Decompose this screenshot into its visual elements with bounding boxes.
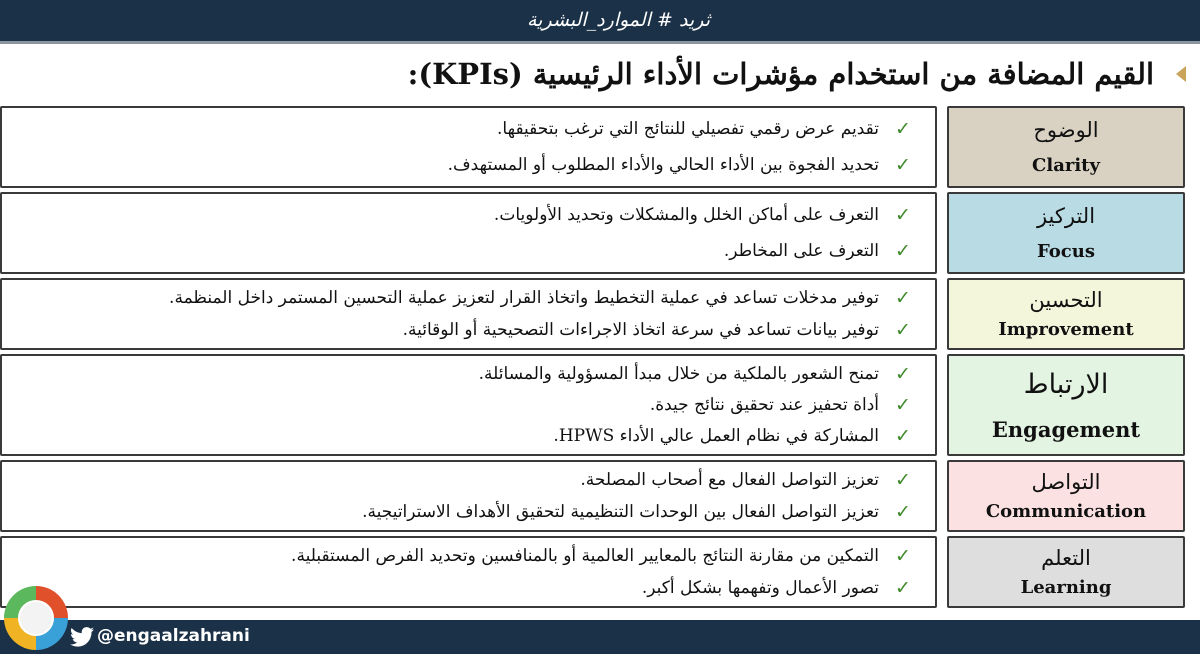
top-banner: [0, 0, 1200, 44]
list-item: [2, 113, 935, 145]
category-content: [0, 460, 937, 532]
category-arabic-label: التواصل: [1031, 469, 1101, 494]
kpi-section: [0, 278, 1185, 350]
list-item: [2, 464, 935, 496]
category-box: [947, 106, 1185, 188]
list-item: [2, 572, 935, 604]
list-item: [2, 540, 935, 572]
category-box: [947, 278, 1185, 350]
checkmark-icon: ✓: [895, 469, 911, 491]
category-english-label: Engagement: [991, 416, 1141, 442]
category-arabic-label: الوضوح: [1033, 118, 1099, 143]
item-text: تعزيز التواصل الفعال مع أصحاب المصلحة.: [580, 470, 879, 490]
category-box: [947, 354, 1185, 456]
category-arabic-label: التعلم: [1041, 545, 1091, 570]
item-text: تحديد الفجوة بين الأداء الحالي والأداء المطلوب أو المستهدف.: [447, 154, 879, 175]
hashtag-title[interactable]: ثريد # الموارد_البشرية: [526, 9, 710, 31]
item-text: تمنح الشعور بالملكية من خلال مبدأ المسؤولية والمسائلة.: [478, 363, 879, 384]
kpi-section: [0, 460, 1185, 532]
list-item: [2, 199, 935, 231]
kpi-section: [0, 536, 1185, 608]
category-box: [947, 460, 1185, 532]
list-item: [2, 314, 935, 346]
avatar: [18, 600, 54, 636]
checkmark-icon: ✓: [895, 118, 911, 141]
category-content: [0, 106, 937, 188]
checkmark-icon: ✓: [895, 319, 911, 341]
category-arabic-label: الارتباط: [1023, 368, 1109, 400]
item-text: توفير مدخلات تساعد في عملية التخطيط واتخاذ القرار لتعزيز عملية التحسين المستمر داخل المنظمة.: [169, 288, 879, 308]
item-text: أداة تحفيز عند تحقيق نتائج جيدة.: [649, 394, 879, 415]
category-english-label: Communication: [985, 501, 1147, 523]
item-text: تعزيز التواصل الفعال بين الوحدات التنظيمية لتحقيق الأهداف الاستراتيجية.: [362, 502, 879, 522]
pointer-arrow-icon: [1176, 66, 1186, 82]
item-text: التمكين من مقارنة النتائج بالمعايير العالمية أو بالمنافسين وتحديد الفرص المستقبلية.: [291, 546, 879, 566]
checkmark-icon: ✓: [895, 577, 911, 599]
twitter-bird-icon: [70, 627, 94, 647]
list-item: [2, 358, 935, 389]
list-item: [2, 421, 935, 452]
category-english-label: Improvement: [998, 319, 1134, 341]
category-content: [0, 192, 937, 274]
checkmark-icon: ✓: [895, 239, 911, 262]
item-text: تصور الأعمال وتفهمها بشكل أكبر.: [641, 578, 879, 598]
heading-text: القيم المضافة من استخدام مؤشرات الأداء الرئيسية (KPIs):: [407, 57, 1154, 91]
author-logo-icon: [4, 586, 68, 650]
checkmark-icon: ✓: [895, 425, 911, 448]
category-box: [947, 536, 1185, 608]
category-arabic-label: التركيز: [1036, 204, 1096, 229]
checkmark-icon: ✓: [895, 204, 911, 227]
category-content: [0, 536, 937, 608]
checkmark-icon: ✓: [895, 393, 911, 416]
item-text: التعرف على أماكن الخلل والمشكلات وتحديد الأولويات.: [493, 205, 879, 226]
category-english-label: Focus: [1037, 240, 1095, 262]
item-text: تقديم عرض رقمي تفصيلي للنتائج التي ترغب بتحقيقها.: [497, 119, 879, 140]
twitter-handle[interactable]: @engaalzahrani: [97, 626, 250, 646]
category-box: [947, 192, 1185, 274]
item-text: توفير بيانات تساعد في سرعة اتخاذ الاجراءات التصحيحية أو الوقائية.: [402, 320, 879, 340]
category-content: [0, 354, 937, 456]
category-arabic-label: التحسين: [1029, 287, 1103, 312]
checkmark-icon: ✓: [895, 545, 911, 567]
checkmark-icon: ✓: [895, 501, 911, 523]
list-item: [2, 389, 935, 420]
kpi-section: [0, 106, 1185, 188]
checkmark-icon: ✓: [895, 362, 911, 385]
category-content: [0, 278, 937, 350]
item-text: التعرف على المخاطر.: [723, 240, 879, 261]
list-item: [2, 282, 935, 314]
checkmark-icon: ✓: [895, 153, 911, 176]
list-item: [2, 149, 935, 181]
kpi-section: [0, 354, 1185, 456]
list-item: [2, 496, 935, 528]
category-english-label: Learning: [1020, 577, 1112, 599]
main-heading: [408, 52, 1186, 96]
list-item: [2, 235, 935, 267]
checkmark-icon: ✓: [895, 287, 911, 309]
category-english-label: Clarity: [1032, 154, 1100, 176]
item-text: المشاركة في نظام العمل عالي الأداء HPWS.: [553, 426, 879, 447]
kpi-section: [0, 192, 1185, 274]
